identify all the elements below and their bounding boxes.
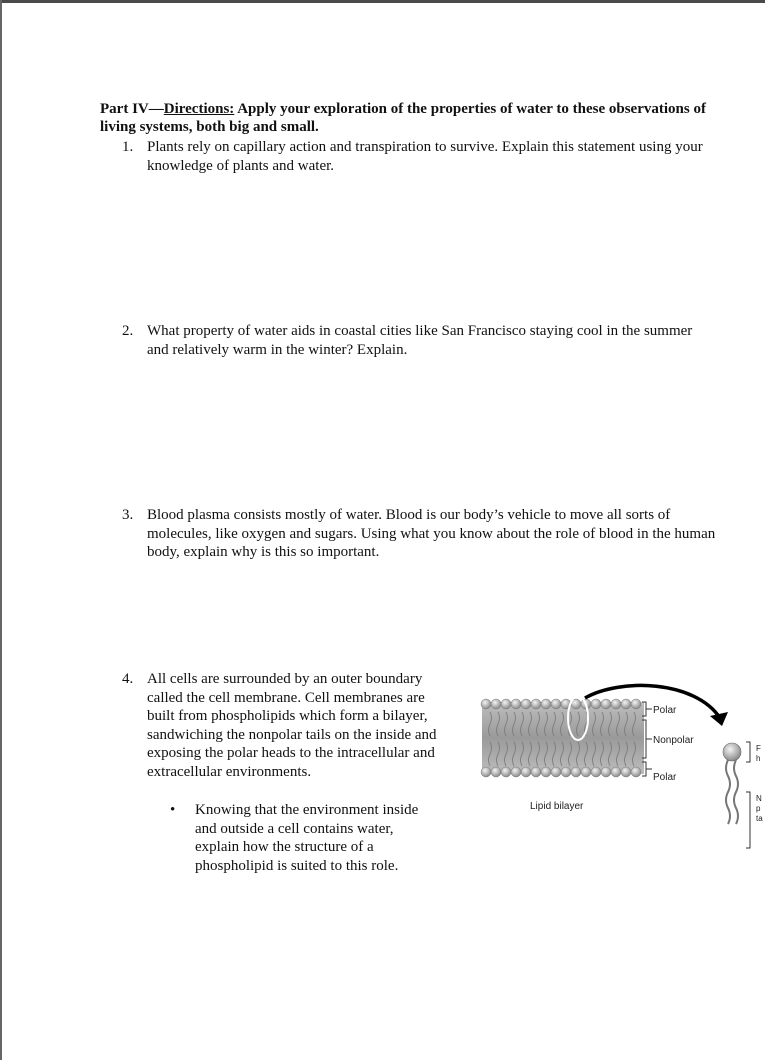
label-cut-4: p bbox=[756, 804, 761, 813]
question-text: Plants rely on capillary action and transpiration to survive. Explain this statement using your knowledge of plants and water. bbox=[147, 139, 703, 174]
question-number: 3. bbox=[122, 507, 134, 523]
bullet-icon: • bbox=[170, 802, 176, 818]
part-label: Part IV— bbox=[100, 101, 164, 117]
question-2 bbox=[122, 322, 717, 359]
membrane-slab bbox=[481, 696, 644, 777]
page-top-border bbox=[0, 0, 765, 3]
label-cut-3: N bbox=[756, 794, 762, 803]
question-4 bbox=[122, 670, 442, 781]
phospholipid-molecule bbox=[723, 742, 750, 848]
question-text: What property of water aids in coastal cities like San Francisco staying cool in the summer and relatively warm in the winter? Explain. bbox=[147, 323, 693, 358]
figure-caption: Lipid bilayer bbox=[530, 801, 584, 812]
question-number: 4. bbox=[122, 671, 134, 687]
label-cut-2: h bbox=[756, 754, 761, 763]
bullet-text: Knowing that the environment inside and outside a cell contains water, explain how the structure of a phospholipid is suited to this role. bbox=[195, 802, 419, 874]
question-text: All cells are surrounded by an outer boundary called the cell membrane. Cell membranes are built from phospholipids which form a bilayer, sandwiching the nonpolar tails on the inside and exposing the polar heads to the intracellular and extracellular environments. bbox=[147, 671, 437, 780]
directions-label: Directions: bbox=[163, 101, 235, 117]
lipid-bilayer-figure bbox=[470, 680, 765, 860]
part-heading bbox=[100, 100, 720, 136]
question-number: 2. bbox=[122, 323, 134, 339]
question-4-bullet bbox=[170, 801, 435, 875]
question-3 bbox=[122, 506, 717, 562]
lipid-bilayer-illustration bbox=[470, 680, 765, 860]
label-polar-top: Polar bbox=[653, 705, 677, 716]
page-left-border bbox=[0, 0, 2, 1060]
question-number: 1. bbox=[122, 139, 134, 155]
label-cut-1: F bbox=[756, 744, 761, 753]
label-cut-5: ta bbox=[756, 814, 763, 823]
question-1 bbox=[122, 138, 717, 175]
label-nonpolar: Nonpolar bbox=[653, 735, 694, 746]
question-text: Blood plasma consists mostly of water. Blood is our body’s vehicle to move all sorts of molecules, like oxygen and sugars. Using what you know about the role of blood in the human body, explain why is this so important. bbox=[147, 507, 716, 560]
directions-text: Apply your exploration of the properties of water to these observations of living systems, both big and small. bbox=[100, 101, 706, 135]
label-polar-bottom: Polar bbox=[653, 772, 677, 783]
